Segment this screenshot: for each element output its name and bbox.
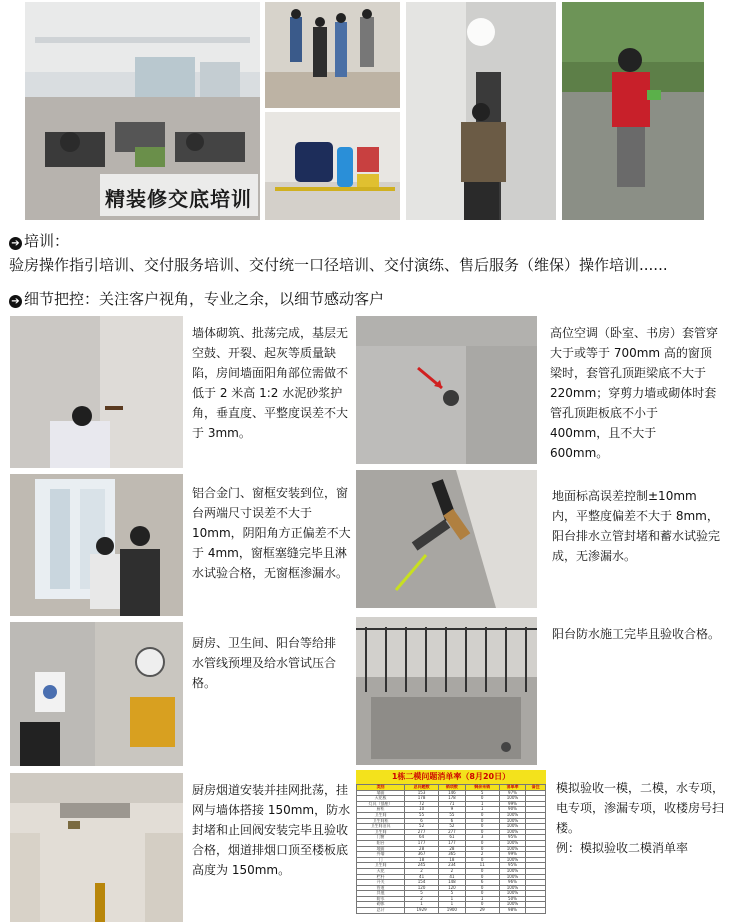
table-cell: 153 — [405, 790, 439, 796]
item-text-3: 铝合金门、窗框安装到位，窗台两端尺寸误差不大于 10mm，阴阳角方正偏差不大于 4mm，窗框塞缝完毕且淋水试验合格，无窗框渗漏水。 — [192, 486, 351, 580]
table-cell: 95% — [499, 835, 526, 841]
photo-ac-sleeve — [356, 316, 537, 464]
table-cell: 5 — [405, 891, 439, 897]
table-cell: 0 — [465, 824, 499, 830]
table-cell: 5 — [465, 790, 499, 796]
table-cell: 71 — [439, 801, 466, 807]
table-cell: 100% — [499, 857, 526, 863]
table-cell: 148 — [439, 880, 466, 886]
table-cell: 100% — [499, 796, 526, 802]
table-cell: 0 — [465, 818, 499, 824]
table-cell: 10 — [405, 807, 439, 813]
table-cell: 277 — [439, 829, 466, 835]
item-text-2: 高位空调（卧室、书房）套管穿大于或等于 700mm 高的窗顶梁时，套管孔顶距梁底不大于 220mm；穿剪力墙或砌体时套管孔顶距板底不小于 400mm，且不大于 600mm。 — [550, 326, 719, 460]
table-cell: 52 — [405, 824, 439, 830]
table-cell: 卫生间 — [357, 829, 405, 835]
table-cell: 天花板 — [357, 796, 405, 802]
table-cell: 灯具（插座） — [357, 801, 405, 807]
table-cell: 100% — [499, 840, 526, 846]
table-title: 1栋二模问题消单率（8月20日） — [356, 770, 546, 784]
table-cell: 41 — [439, 874, 466, 880]
table-cell: 9 — [439, 807, 466, 813]
table-cell: 2 — [405, 868, 439, 874]
photo-window-frame — [10, 474, 183, 616]
table-header-cell: 销项数 — [439, 785, 466, 791]
table-cell: 0 — [465, 885, 499, 891]
table-cell: 1900 — [439, 908, 466, 914]
table-cell: 154 — [405, 880, 439, 886]
table-cell: 管道 — [357, 885, 405, 891]
table-cell: 120 — [405, 885, 439, 891]
table-header-cell: 剩余未销 — [465, 785, 499, 791]
table-cell: 卫生间 — [357, 812, 405, 818]
table-cell: 0 — [465, 874, 499, 880]
table-cell: 0 — [465, 902, 499, 908]
table-cell: 146 — [439, 790, 466, 796]
table-cell: 18 — [439, 857, 466, 863]
table-cell: 厨柜 — [357, 807, 405, 813]
table-cell: 6 — [465, 880, 499, 886]
photo-staff-group — [265, 2, 400, 108]
table-cell: 177 — [405, 840, 439, 846]
photo-service-staff — [562, 2, 704, 220]
table-cell: 72 — [405, 801, 439, 807]
table-cell: 1 — [465, 807, 499, 813]
table-cell: 245 — [405, 863, 439, 869]
table-cell: 砌体 — [357, 902, 405, 908]
table-cell: 120 — [439, 885, 466, 891]
table-header-cell: 总问题数 — [405, 785, 439, 791]
table-cell: 0 — [465, 840, 499, 846]
photo-floor-level — [356, 470, 537, 608]
item-text-6: 阳台防水施工完毕且验收合格。 — [552, 627, 721, 641]
table-cell: 11 — [465, 863, 499, 869]
table-cell: 0 — [465, 829, 499, 835]
arrow-circle-icon: ➔ — [9, 237, 22, 250]
table-cell: 门窗 — [357, 835, 405, 841]
table-cell: 阳台 — [357, 840, 405, 846]
table-header-cell: 消单率 — [499, 785, 526, 791]
table-cell: 234 — [439, 863, 466, 869]
table-cell: 100% — [499, 846, 526, 852]
table-cell: 0 — [465, 796, 499, 802]
issue-closure-table — [356, 770, 546, 922]
photo-wall-plaster — [10, 316, 183, 468]
table-cell: 2 — [439, 868, 466, 874]
table-cell: 178 — [405, 796, 439, 802]
table-cell: 1929 — [405, 908, 439, 914]
table-cell: 28 — [405, 846, 439, 852]
table-cell: 100% — [499, 812, 526, 818]
table-cell: 0 — [465, 857, 499, 863]
photo-balcony-waterproof — [356, 617, 537, 765]
table-cell: 1 — [405, 902, 439, 908]
table-cell: 367 — [405, 852, 439, 858]
table-cell: 总计 — [357, 908, 405, 914]
table-cell: 0 — [465, 868, 499, 874]
photo-wall-inspection — [406, 2, 556, 220]
table-cell: 100% — [499, 868, 526, 874]
item-text-7: 厨房烟道安装并挂网批荡，挂网与墙体搭接 150mm，防水封堵和止回阀安装完毕且验收合格，烟道排烟口顶至楼板底高度为 150mm。 — [192, 783, 351, 877]
table-cell: 100% — [499, 891, 526, 897]
training-body: 验房操作指引培训、交付服务培训、交付统一口径培训、交付演练、售后服务（维保）操作培训...... — [9, 256, 668, 274]
photo-kitchen-flue — [10, 773, 183, 922]
table-cell: 栏杆 — [357, 874, 405, 880]
table-cell: 5 — [439, 891, 466, 897]
training-heading — [9, 230, 69, 251]
table-cell: 97% — [499, 790, 526, 796]
table-cell: 55 — [405, 812, 439, 818]
table-cell: 1 — [465, 801, 499, 807]
table-cell: 95% — [499, 863, 526, 869]
table-cell: 100% — [499, 902, 526, 908]
table-cell: 277 — [405, 829, 439, 835]
table-cell: 178 — [439, 796, 466, 802]
table-cell: 177 — [439, 840, 466, 846]
table-cell: 2 — [465, 852, 499, 858]
arrow-circle-icon: ➔ — [9, 295, 22, 308]
table-cell — [526, 908, 546, 914]
table-cell: 18 — [405, 857, 439, 863]
photo-water-pressure — [10, 622, 183, 766]
table-row — [357, 908, 546, 914]
table-cell: 99% — [499, 801, 526, 807]
item-text-8: 模拟验收一模，二模，水专项，电专项，渗漏专项，收楼房号扫楼。 例：模拟验收二模消单率 — [556, 781, 725, 855]
table-cell: 卫生间洁具 — [357, 824, 405, 830]
table-cell: 1 — [465, 896, 499, 902]
table-header-cell: 备注 — [526, 785, 546, 791]
table-cell: 卫生间柜 — [357, 818, 405, 824]
table-cell: 卫生间 — [357, 863, 405, 869]
table-body — [356, 784, 546, 914]
table-cell: 64 — [405, 835, 439, 841]
item-text-5: 厨房、卫生间、阳台等给排水管线预埋及给水管试压合格。 — [192, 636, 337, 690]
table-header-cell: 类别 — [357, 785, 405, 791]
table-cell: 门 — [357, 857, 405, 863]
table-cell: 29 — [465, 908, 499, 914]
table-cell: 98% — [499, 908, 526, 914]
table-cell: 1 — [439, 902, 466, 908]
table-cell: 2 — [405, 896, 439, 902]
table-cell: 0 — [465, 846, 499, 852]
table-cell: 100% — [499, 874, 526, 880]
table-cell: 0 — [465, 891, 499, 897]
table-cell: 100% — [499, 885, 526, 891]
table-cell: 99% — [499, 852, 526, 858]
table-cell: 52 — [439, 824, 466, 830]
table-cell: 28 — [439, 846, 466, 852]
details-heading-text: 细节把控：关注客户视角，专业之余，以细节感动客户 — [24, 290, 385, 308]
table-cell: 50% — [499, 896, 526, 902]
table-cell: 365 — [439, 852, 466, 858]
table-cell: 0 — [465, 812, 499, 818]
details-heading — [9, 288, 384, 309]
table-cell: 天花 — [357, 868, 405, 874]
table-cell: 外墙 — [357, 852, 405, 858]
table-cell: 90% — [499, 807, 526, 813]
photo-inspection-tools — [265, 112, 400, 220]
table-cell: 100% — [499, 818, 526, 824]
table-cell: 61 — [439, 835, 466, 841]
table-cell: 地面 — [357, 846, 405, 852]
training-heading-text: 培训： — [24, 232, 70, 250]
table-cell: 6 — [405, 818, 439, 824]
table-cell: 墙面 — [357, 790, 405, 796]
table-cell: 55 — [439, 812, 466, 818]
table-cell: 防水 — [357, 896, 405, 902]
table-cell: 3 — [465, 835, 499, 841]
table-cell: 100% — [499, 829, 526, 835]
table-cell: 100% — [499, 824, 526, 830]
table-cell: 41 — [405, 874, 439, 880]
table-cell: 其他 — [357, 891, 405, 897]
training-banner-text: 精装修交底培训 — [105, 187, 252, 211]
table-cell: 6 — [439, 818, 466, 824]
table-cell: 96% — [499, 880, 526, 886]
table-cell: 1 — [439, 896, 466, 902]
item-text-1: 墙体砌筑、批荡完成，基层无空鼓、开裂、起灰等质量缺陷，房间墙面阳角部位需做不低于 2 米高 1:2 水泥砂浆护角，垂直度、平整度误差不大于 3mm。 — [192, 326, 349, 440]
table-cell: 开关 — [357, 880, 405, 886]
item-text-4: 地面标高误差控制±10mm 内，平整度偏差不大于 8mm，阳台排水立管封堵和蓄水试验完成，无渗漏水。 — [552, 489, 721, 563]
